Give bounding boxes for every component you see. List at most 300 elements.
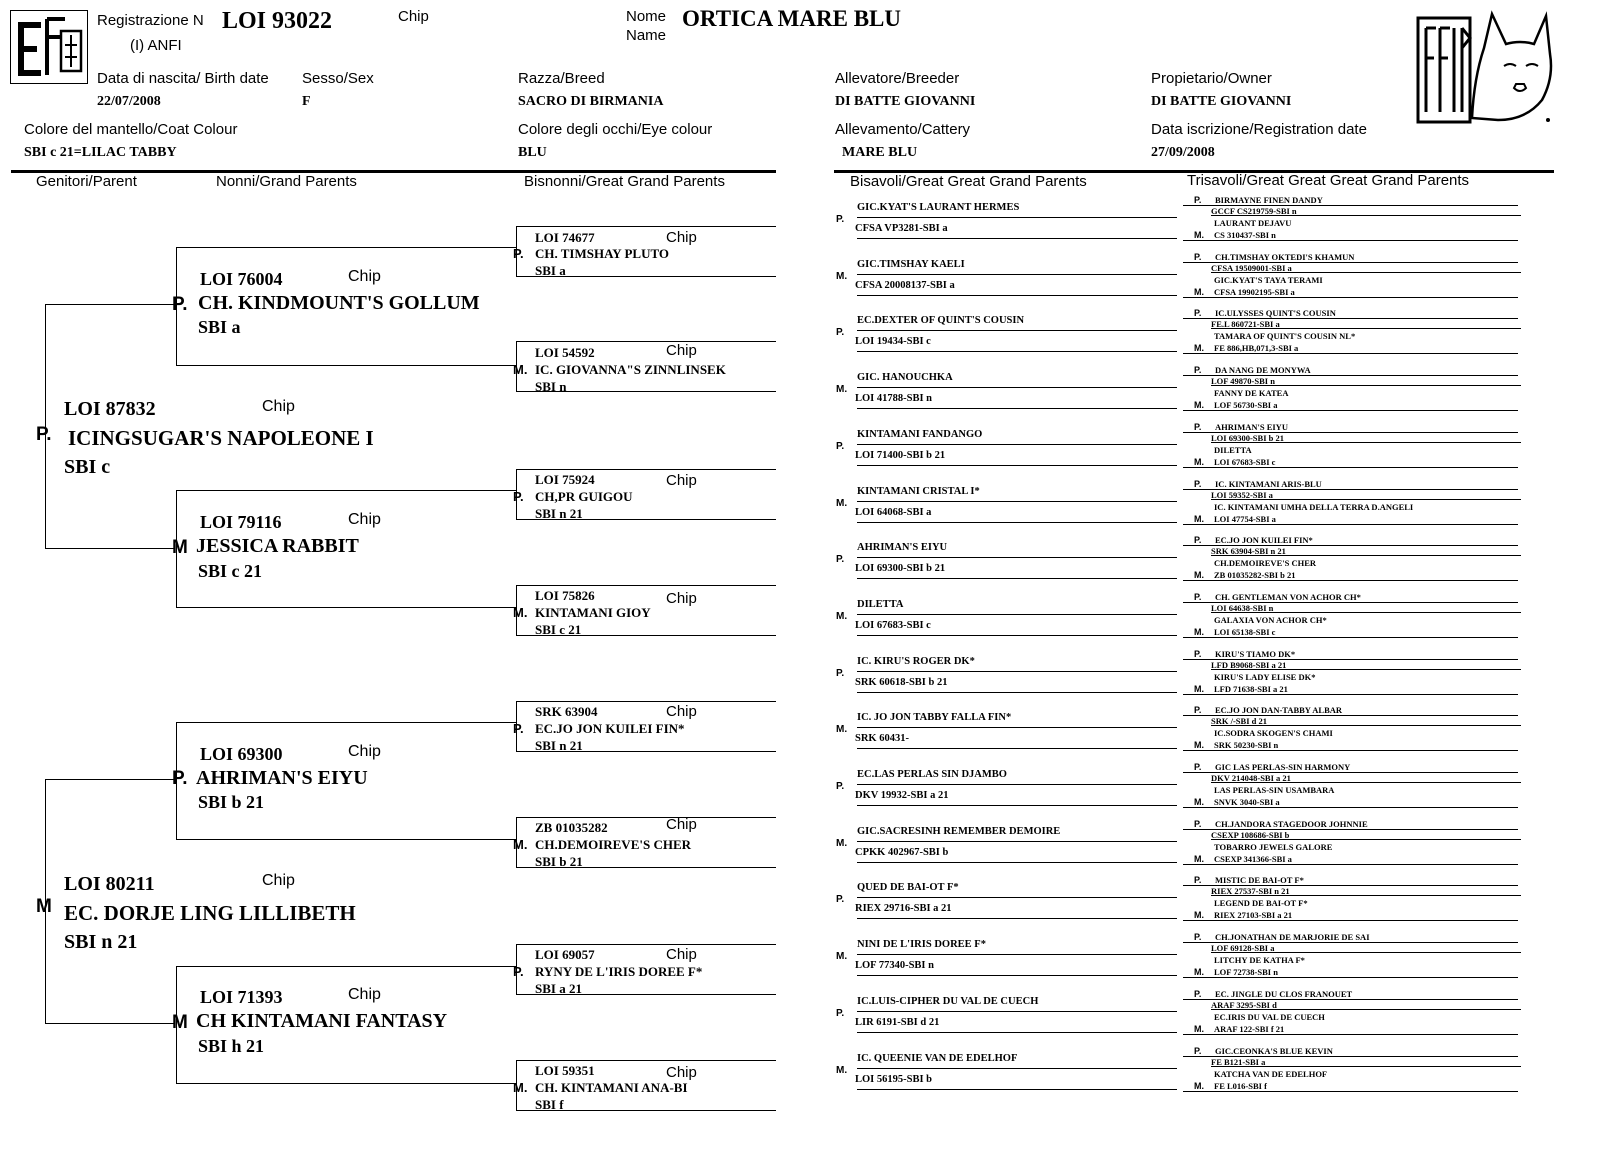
gp2-bot	[176, 607, 516, 608]
gg-rule-0	[857, 217, 1177, 218]
ggp1-name: CH. TIMSHAY PLUTO	[535, 246, 670, 261]
parent-dam-sex: M	[36, 896, 52, 917]
ggg-rule-c-13	[1183, 977, 1518, 978]
gg-sex-12: P.	[836, 894, 845, 906]
ggg-dam-name-14: EC.IRIS DU VAL DE CUECH	[1214, 1011, 1325, 1022]
ggg-rule-b-10	[1211, 782, 1521, 783]
ggg-dam-reg-2: FE 886,HB,071,3-SBI a	[1214, 343, 1299, 354]
gg-rule-13	[857, 954, 1177, 955]
gg-sex-14: P.	[836, 1007, 845, 1019]
ggp6-t	[516, 817, 776, 818]
gg-name-15: IC. QUEENIE VAN DE EDELHOF	[857, 1052, 1018, 1064]
gp4-chip: Chip	[348, 986, 381, 1003]
ggg-dam-reg-11: CSEXP 341366-SBI a	[1214, 853, 1292, 864]
ggg-sire-name-0: BIRMAYNE FINEN DANDY	[1215, 195, 1323, 205]
owner-label: Propietario/Owner	[1151, 70, 1272, 87]
ggg-dam-sex-2: M.	[1194, 343, 1204, 354]
ggp5-reg: SRK 63904	[535, 704, 598, 719]
ggp1-color: SBI a	[535, 263, 566, 278]
ggg-rule-c-4	[1183, 467, 1518, 468]
ggg-sire-name-14: EC. JINGLE DU CLOS FRANOUET	[1215, 988, 1353, 999]
ggg-sire-sex-4: P.	[1194, 421, 1202, 432]
cattery-value: MARE BLU	[842, 145, 918, 160]
gg-sex-10: P.	[836, 781, 845, 792]
gg-rule-8	[857, 671, 1177, 672]
gp1-name: CH. KINDMOUNT'S GOLLUM	[198, 292, 480, 314]
ggp1-t	[516, 226, 776, 227]
ggg-dam-sex-1: M.	[1194, 286, 1204, 297]
ggp6-name: CH.DEMOIREVE'S CHER	[535, 837, 692, 852]
chip-label-header: Chip	[398, 8, 429, 25]
gp3-name: AHRIMAN'S EIYU	[196, 767, 368, 789]
gg-rule-14	[857, 1011, 1177, 1012]
gp3-reg: LOI 69300	[200, 744, 283, 764]
gg-name-9: IC. JO JON TABBY FALLA FIN*	[857, 712, 1012, 724]
ggg-dam-name-11: TOBARRO JEWELS GALORE	[1214, 841, 1333, 852]
ggg-rule-b-15	[1211, 1066, 1521, 1067]
ggp3-sex: P.	[513, 489, 524, 504]
gp4-bot	[176, 1083, 516, 1084]
ggg-sire-name-7: CH. GENTLEMAN VON ACHOR CH*	[1215, 591, 1361, 602]
ggg-dam-reg-15: FE L016-SBI f	[1214, 1080, 1267, 1091]
ggg-sire-sex-6: P.	[1194, 535, 1202, 546]
ggg-dam-reg-4: LOI 67683-SBI c	[1214, 456, 1276, 467]
ggg-rule-c-7	[1183, 637, 1518, 638]
ggp5-sex: P.	[513, 721, 524, 736]
ggg-dam-reg-10: SNVK 3040-SBI a	[1214, 797, 1280, 807]
ggg-sire-name-8: KIRU'S TIAMO DK*	[1215, 648, 1296, 659]
ggg-dam-name-13: LITCHY DE KATHA F*	[1214, 955, 1305, 966]
ggg-sire-name-9: EC.JO JON DAN-TABBY ALBAR	[1215, 705, 1343, 716]
gg-sex-7: M.	[836, 610, 848, 622]
ggg-dam-sex-8: M.	[1194, 683, 1204, 694]
ggg-rule-c-0	[1183, 240, 1518, 241]
ggg-dam-name-3: FANNY DE KATEA	[1214, 388, 1289, 399]
ggp8-name: CH. KINTAMANI ANA-BI	[535, 1080, 688, 1095]
ggp2-reg: LOI 54592	[535, 345, 595, 360]
gg-rule-bottom-10	[857, 805, 1177, 806]
ggg-sire-name-13: CH.JONATHAN DE MARJORIE DE SAI	[1215, 932, 1370, 943]
gg-rule-11	[857, 841, 1177, 842]
ggp8-sex: M.	[513, 1080, 528, 1095]
ggg-rule-b-11	[1211, 839, 1521, 840]
ggg-sire-name-12: MISTIC DE BAI-OT F*	[1215, 875, 1304, 886]
gg-rule-4	[857, 444, 1177, 445]
eye-value: BLU	[518, 145, 547, 160]
gg-rule-bottom-8	[857, 692, 1177, 693]
sex-value: F	[302, 94, 311, 109]
gg-rule-7	[857, 614, 1177, 615]
ggg-rule-b-8	[1211, 669, 1521, 670]
gg-name-14: IC.LUIS-CIPHER DU VAL DE CUECH	[857, 995, 1039, 1007]
ggg-rule-c-6	[1183, 580, 1518, 581]
ggp8-reg: LOI 59351	[535, 1063, 595, 1078]
cattery-label: Allevamento/Cattery	[835, 121, 971, 138]
gg-rule-bottom-3	[857, 408, 1177, 409]
gp3-top	[176, 722, 516, 723]
gp2-top	[176, 490, 516, 491]
ggp5-chip: Chip	[666, 703, 697, 720]
ggg-sire-name-1: CH.TIMSHAY OKTEDI'S KHAMUN	[1215, 251, 1355, 262]
parent-dam-color: SBI n 21	[64, 931, 138, 953]
ggg-sire-reg-15: FE B121-SBI a	[1211, 1056, 1266, 1067]
gg-sex-3: M.	[836, 384, 848, 396]
ggg-dam-reg-7: LOI 65138-SBI c	[1214, 626, 1276, 637]
ggg-dam-sex-14: M.	[1194, 1023, 1204, 1034]
gg-reg-6: LOI 69300-SBI b 21	[855, 563, 946, 575]
ggg-dam-sex-13: M.	[1194, 967, 1204, 978]
birth-value: 22/07/2008	[97, 94, 161, 109]
ggg-sire-reg-3: LOF 49870-SBI n	[1211, 376, 1275, 387]
gg-reg-2: LOI 19434-SBI c	[855, 336, 931, 348]
gp1-sex: P.	[172, 294, 188, 315]
ggg-sire-reg-8: LFD B9068-SBI a 21	[1211, 659, 1287, 670]
gg-rule-9	[857, 727, 1177, 728]
gg-sex-1: M.	[836, 270, 848, 282]
ggg-rule-c-2	[1183, 353, 1518, 354]
parent-dam-reg: LOI 80211	[64, 873, 155, 895]
owner-value: DI BATTE GIOVANNI	[1151, 94, 1292, 109]
ggg-dam-reg-9: SRK 50230-SBI n	[1214, 740, 1279, 751]
gg-reg-15: LOI 56195-SBI b	[855, 1073, 933, 1085]
ggg-dam-name-5: IC. KINTAMANI UMHA DELLA TERRA D.ANGELI	[1214, 501, 1414, 512]
ggp3-name: CH,PR GUIGOU	[535, 489, 633, 504]
ggp2-sex: M.	[513, 362, 528, 377]
gg-reg-7: LOI 67683-SBI c	[855, 619, 931, 631]
ggg-rule-b-13	[1211, 952, 1521, 953]
ffe-logo-icon	[11, 11, 87, 83]
ggp5-name: EC.JO JON KUILEI FIN*	[535, 721, 685, 736]
ggg-dam-name-8: KIRU'S LADY ELISE DK*	[1214, 671, 1316, 682]
col-parents: Genitori/Parent	[36, 173, 137, 190]
gp2-reg: LOI 79116	[200, 512, 282, 532]
gg-rule-bottom-5	[857, 522, 1177, 523]
ggg-rule-b-1	[1211, 272, 1521, 273]
gg-rule-10	[857, 784, 1177, 785]
ggg-dam-reg-14: ARAF 122-SBI f 21	[1214, 1023, 1285, 1034]
ggg-dam-sex-9: M.	[1194, 740, 1204, 751]
ggg-rule-c-10	[1183, 807, 1518, 808]
ggg-dam-sex-0: M.	[1194, 230, 1204, 240]
ggg-sire-reg-7: LOI 64638-SBI n	[1211, 602, 1274, 613]
gg-name-5: KINTAMANI CRISTAL I*	[857, 485, 980, 497]
ggp4-t	[516, 585, 776, 586]
ggp1-sex: P.	[513, 246, 524, 261]
ggg-sire-reg-12: RIEX 27537-SBI n 21	[1211, 886, 1290, 897]
gg-name-13: NINI DE L'IRIS DOREE F*	[857, 939, 986, 951]
cat-name: ORTICA MARE BLU	[682, 6, 901, 31]
ggg-sire-name-4: AHRIMAN'S EIYU	[1215, 421, 1288, 432]
ggg-sire-sex-0: P.	[1194, 195, 1202, 205]
gg-reg-14: LIR 6191-SBI d 21	[855, 1016, 940, 1028]
ggg-sire-sex-1: P.	[1194, 251, 1202, 262]
gp3-chip: Chip	[348, 743, 381, 760]
ggg-sire-sex-15: P.	[1194, 1045, 1202, 1056]
ggg-dam-name-7: GALAXIA VON ACHOR CH*	[1214, 614, 1327, 625]
parent-dam-chip: Chip	[262, 872, 295, 889]
gg-name-4: KINTAMANI FANDANGO	[857, 428, 983, 440]
ggp1-reg: LOI 74677	[535, 230, 595, 245]
ggg-sire-sex-8: P.	[1194, 648, 1202, 659]
ggg-dam-sex-12: M.	[1194, 910, 1204, 921]
ggg-rule-b-3	[1211, 385, 1521, 386]
gg-name-12: QUED DE BAI-OT F*	[857, 882, 959, 894]
gg-sex-11: M.	[836, 837, 848, 849]
ggg-dam-name-6: CH.DEMOIREVE'S CHER	[1214, 558, 1317, 569]
ggp7-reg: LOI 69057	[535, 947, 595, 962]
ggp6-reg: ZB 01035282	[535, 820, 608, 835]
col-great-grandparents: Bisnonni/Great Grand Parents	[524, 173, 725, 190]
ggp3-t	[516, 469, 776, 470]
gp4-sex: M	[172, 1012, 188, 1033]
ggg-sire-reg-5: LOI 59352-SBI a	[1211, 489, 1273, 500]
gg-name-3: GIC. HANOUCHKA	[857, 372, 953, 384]
col-ggg-grandparents: Trisavoli/Great Great Great Grand Parents	[1187, 172, 1470, 189]
ggp4-color: SBI c 21	[535, 622, 582, 637]
gp2-name: JESSICA RABBIT	[196, 535, 359, 557]
gg-reg-9: SRK 60431-	[855, 733, 909, 745]
ggp5-t	[516, 701, 776, 702]
ggg-dam-name-1: GIC.KYAT'S TAYA TERAMI	[1214, 274, 1323, 285]
ggp5-color: SBI n 21	[535, 738, 583, 753]
ffe-logo	[10, 10, 88, 84]
gg-reg-8: SRK 60618-SBI b 21	[855, 676, 948, 688]
ggp8-chip: Chip	[666, 1064, 697, 1081]
parent-sire-sex: P.	[36, 424, 52, 445]
birth-label: Data di nascita/ Birth date	[97, 70, 269, 87]
ggp4-chip: Chip	[666, 590, 697, 607]
ggg-rule-b-14	[1211, 1009, 1521, 1010]
ggg-rule-c-1	[1183, 297, 1518, 298]
gg-rule-bottom-12	[857, 918, 1177, 919]
ggg-sire-name-3: DA NANG DE MONYWA	[1215, 365, 1311, 376]
gg-reg-12: RIEX 29716-SBI a 21	[855, 903, 952, 915]
gg-reg-3: LOI 41788-SBI n	[855, 393, 933, 405]
gp1-top	[176, 247, 516, 248]
regdate-value: 27/09/2008	[1151, 145, 1215, 160]
ggp4-name: KINTAMANI GIOY	[535, 605, 651, 620]
ggg-sire-name-11: CH.JANDORA STAGEDOOR JOHNNIE	[1215, 818, 1368, 829]
gp3-color: SBI b 21	[198, 792, 265, 812]
ggp7-name: RYNY DE L'IRIS DOREE F*	[535, 964, 703, 979]
eye-label: Colore degli occhi/Eye colour	[518, 121, 713, 138]
ggp2-color: SBI n	[535, 379, 567, 394]
ggp3-color: SBI n 21	[535, 506, 583, 521]
ggg-sire-sex-14: P.	[1194, 988, 1202, 999]
ggg-dam-sex-10: M.	[1194, 797, 1204, 807]
gg-rule-bottom-9	[857, 748, 1177, 749]
breeder-label: Allevatore/Breeder	[835, 70, 960, 87]
breeder-value: DI BATTE GIOVANNI	[835, 94, 976, 109]
gg-rule-3	[857, 387, 1177, 388]
ggg-rule-b-4	[1211, 442, 1521, 443]
gg-name-6: AHRIMAN'S EIYU	[857, 542, 948, 554]
ggp8-t	[516, 1060, 776, 1061]
gg-sex-9: M.	[836, 724, 848, 736]
gg-rule-bottom-1	[857, 295, 1177, 296]
name-label-it: Nome	[626, 8, 667, 25]
ggg-rule-c-8	[1183, 694, 1518, 695]
ggg-sire-name-2: IC.ULYSSES QUINT'S COUSIN	[1215, 308, 1336, 319]
ggg-rule-c-12	[1183, 920, 1518, 921]
gg-rule-bottom-14	[857, 1032, 1177, 1033]
ggg-sire-name-10: GIC LAS PERLAS-SIN HARMONY	[1215, 762, 1351, 772]
ggp3-chip: Chip	[666, 472, 697, 489]
ggg-dam-sex-4: M.	[1194, 456, 1204, 467]
ggg-sire-reg-2: FE.L 860721-SBI a	[1211, 319, 1280, 330]
ggg-dam-sex-7: M.	[1194, 626, 1204, 637]
ggp7-color: SBI a 21	[535, 981, 582, 996]
gg-sex-8: P.	[836, 667, 845, 679]
breed-value: SACRO DI BIRMANIA	[518, 94, 664, 109]
gg-sex-13: M.	[836, 951, 848, 963]
gp1-chip: Chip	[348, 268, 381, 285]
ggg-dam-sex-11: M.	[1194, 853, 1204, 864]
fife-logo	[1414, 8, 1556, 126]
ggg-sire-sex-7: P.	[1194, 591, 1202, 602]
ggg-dam-sex-3: M.	[1194, 400, 1204, 411]
ggg-rule-c-15	[1183, 1091, 1518, 1092]
gg-sex-0: P.	[836, 214, 845, 225]
ggg-sire-sex-12: P.	[1194, 875, 1202, 886]
gg-rule-6	[857, 557, 1177, 558]
ggg-dam-reg-1: CFSA 19902195-SBI a	[1214, 286, 1295, 297]
ggg-sire-sex-13: P.	[1194, 932, 1202, 943]
ggg-sire-sex-3: P.	[1194, 365, 1202, 376]
ggg-rule-c-3	[1183, 410, 1518, 411]
gp2-chip: Chip	[348, 511, 381, 528]
breed-label: Razza/Breed	[518, 70, 605, 87]
ggg-sire-sex-9: P.	[1194, 705, 1202, 716]
ggp6-chip: Chip	[666, 816, 697, 833]
root2-branch-p	[45, 779, 175, 780]
ggg-dam-name-10: LAS PERLAS-SIN USAMBARA	[1214, 785, 1335, 795]
gp2-sex: M	[172, 537, 188, 558]
ggg-dam-name-12: LEGEND DE BAI-OT F*	[1214, 898, 1308, 909]
ggp4-sex: M.	[513, 605, 528, 620]
gp4-reg: LOI 71393	[200, 987, 283, 1007]
gg-rule-2	[857, 330, 1177, 331]
ggp7-t	[516, 944, 776, 945]
parent-sire-color: SBI c	[64, 456, 111, 478]
gp3-sex: P.	[172, 768, 188, 789]
gg-name-2: EC.DEXTER OF QUINT'S COUSIN	[857, 315, 1025, 327]
ggg-dam-name-4: DILETTA	[1214, 444, 1252, 455]
gp2-color: SBI c 21	[198, 561, 263, 581]
ggg-dam-reg-0: CS 310437-SBI n	[1214, 230, 1276, 240]
gg-sex-2: P.	[836, 327, 845, 339]
ggg-sire-reg-4: LOI 69300-SBI b 21	[1211, 432, 1284, 443]
ggg-sire-sex-11: P.	[1194, 818, 1202, 829]
ggg-sire-reg-1: CFSA 19509001-SBI a	[1211, 262, 1292, 273]
gg-rule-bottom-15	[857, 1089, 1177, 1090]
gg-name-1: GIC.TIMSHAY KAELI	[857, 258, 965, 270]
parent-sire-reg: LOI 87832	[64, 398, 156, 420]
ggg-rule-b-12	[1211, 895, 1521, 896]
gp4-top	[176, 966, 516, 967]
ggg-rule-b-5	[1211, 499, 1521, 500]
ggg-dam-name-0: LAURANT DEJAVU	[1214, 218, 1292, 228]
ggg-dam-name-2: TAMARA OF QUINT'S COUSIN NL*	[1214, 331, 1356, 342]
ggg-sire-reg-0: GCCF CS219759-SBI n	[1211, 206, 1297, 216]
ggp2-chip: Chip	[666, 342, 697, 359]
coat-value: SBI c 21=LILAC TABBY	[24, 145, 177, 160]
gg-rule-bottom-13	[857, 975, 1177, 976]
ggg-sire-name-5: IC. KINTAMANI ARIS-BLU	[1215, 478, 1322, 489]
ggg-rule-b-2	[1211, 328, 1521, 329]
ggg-sire-sex-5: P.	[1194, 478, 1202, 489]
ggg-sire-sex-10: P.	[1194, 762, 1202, 772]
root2-branch-m	[45, 1023, 175, 1024]
gp1-color: SBI a	[198, 317, 241, 337]
gp4-name: CH KINTAMANI FANTASY	[196, 1010, 448, 1032]
ggg-rule-b-9	[1211, 725, 1521, 726]
gg-rule-bottom-0	[857, 238, 1177, 239]
gg-reg-13: LOF 77340-SBI n	[855, 960, 934, 972]
gg-reg-4: LOI 71400-SBI b 21	[855, 449, 946, 461]
gg-sex-15: M.	[836, 1064, 848, 1076]
sex-label: Sesso/Sex	[302, 70, 374, 87]
gg-sex-4: P.	[836, 440, 845, 452]
ggg-rule-c-5	[1183, 524, 1518, 525]
gg-name-0: GIC.KYAT'S LAURANT HERMES	[857, 202, 1020, 213]
root-branch-p	[45, 304, 175, 305]
ggg-dam-reg-8: LFD 71638-SBI a 21	[1214, 683, 1288, 694]
ggg-dam-reg-13: LOF 72738-SBI n	[1214, 967, 1278, 978]
gp4-color: SBI h 21	[198, 1036, 265, 1056]
gg-reg-0: CFSA VP3281-SBI a	[855, 223, 948, 234]
col-grandparents: Nonni/Grand Parents	[216, 173, 357, 190]
gg-reg-11: CPKK 402967-SBI b	[855, 846, 949, 858]
ggg-sire-sex-2: P.	[1194, 308, 1202, 319]
ggg-rule-c-14	[1183, 1034, 1518, 1035]
ggg-dam-sex-5: M.	[1194, 513, 1204, 524]
ggg-rule-b-0	[1211, 215, 1521, 216]
gg-rule-bottom-4	[857, 465, 1177, 466]
ggg-sire-reg-14: ARAF 3295-SBI d	[1211, 999, 1277, 1010]
gg-reg-1: CFSA 20008137-SBI a	[855, 279, 955, 291]
gg-rule-5	[857, 501, 1177, 502]
ggp8-color: SBI f	[535, 1097, 564, 1112]
parent-sire-name: ICINGSUGAR'S NAPOLEONE I	[68, 426, 374, 450]
ggg-sire-reg-13: LOF 69128-SBI a	[1211, 943, 1275, 954]
root-branch-m	[45, 548, 175, 549]
reg-sub: (I) ANFI	[130, 37, 182, 54]
gp1-reg: LOI 76004	[200, 269, 283, 289]
ggg-rule-c-9	[1183, 750, 1518, 751]
ggp6-sex: M.	[513, 837, 528, 852]
ggp1-chip: Chip	[666, 229, 697, 246]
col-gg-grandparents: Bisavoli/Great Great Grand Parents	[850, 173, 1087, 190]
ggg-dam-reg-12: RIEX 27103-SBI a 21	[1214, 910, 1293, 921]
gp3-bot	[176, 839, 516, 840]
gg-sex-6: P.	[836, 554, 845, 566]
ggg-sire-reg-11: CSEXP 108686-SBI b	[1211, 829, 1290, 840]
gg-rule-bottom-6	[857, 578, 1177, 579]
ggp4-reg: LOI 75826	[535, 588, 595, 603]
regdate-label: Data iscrizione/Registration date	[1151, 121, 1367, 138]
ggg-sire-name-15: GIC.CEONKA'S BLUE KEVIN	[1215, 1045, 1333, 1056]
ggg-dam-sex-15: M.	[1194, 1080, 1204, 1091]
reg-label: Registrazione N	[97, 12, 204, 29]
ggg-sire-reg-6: SRK 63904-SBI n 21	[1211, 546, 1286, 557]
gg-reg-10: DKV 19932-SBI a 21	[855, 790, 949, 801]
parent-dam-name: EC. DORJE LING LILLIBETH	[64, 901, 356, 925]
gg-name-7: DILETTA	[857, 598, 904, 610]
ggg-sire-reg-10: DKV 214048-SBI a 21	[1211, 773, 1291, 783]
ggg-rule-b-6	[1211, 555, 1521, 556]
reg-value: LOI 93022	[222, 8, 333, 34]
